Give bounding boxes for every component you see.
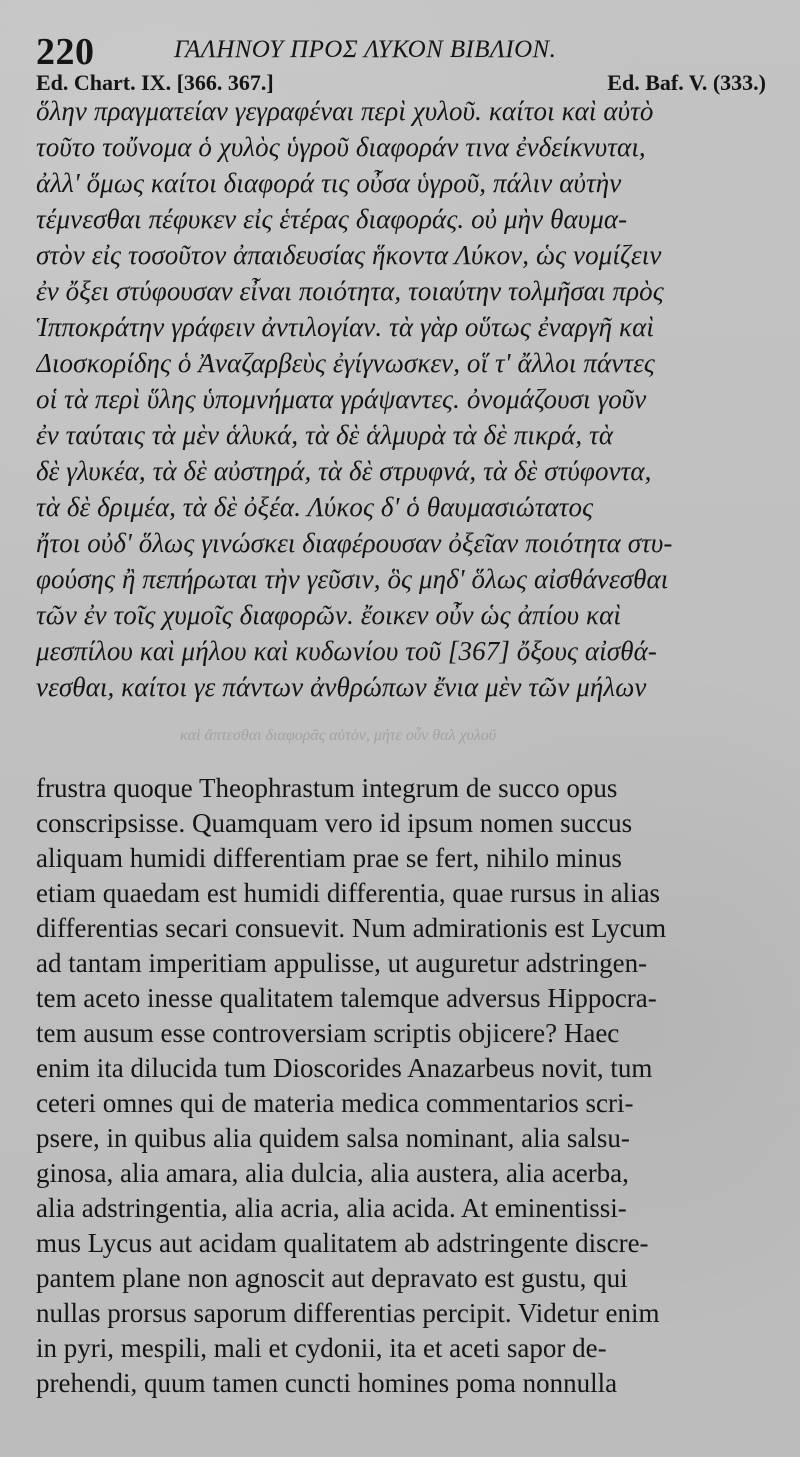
greek-line-1: ὅλην πραγματείαν γεγραφέναι περὶ χυλοῦ. καίτοι καὶ αὐτὸ: [36, 98, 654, 126]
greek-line-7: Ἱπποκράτην γράφειν ἀντιλογίαν. τὰ γὰρ οὕτως ἐναργῆ καὶ: [36, 314, 654, 342]
left-edition-reference: Ed. Chart. IX. [366. 367.]: [36, 70, 274, 95]
latin-text-block: [36, 775, 766, 1425]
latin-line-18: prehendi, quum tamen cuncti homines poma nonnulla: [36, 1370, 618, 1398]
greek-line-15: τῶν ἐν τοῖς χυμοῖς διαφορῶν. ἔοικεν οὖν ὡς ἀπίου καὶ: [36, 602, 621, 630]
greek-line-8: Διοσκορίδης ὁ Ἀναζαρβεὺς ἐγίγνωσκεν, οἵ τ' ἄλλοι πάντες: [36, 350, 655, 378]
greek-line-12: τὰ δὲ δριμέα, τὰ δὲ ὀξέα. Λύκος δ' ὁ θαυμασιώτατος: [36, 494, 594, 522]
latin-line-15: pantem plane non agnoscit aut depravato est gustu, qui: [36, 1265, 628, 1293]
greek-line-10: ἐν ταύταις τὰ μὲν ἁλυκά, τὰ δὲ ἁλμυρὰ τὰ δὲ πικρά, τὰ: [36, 422, 614, 450]
greek-line-13: ἤτοι οὐδ' ὅλως γινώσκει διαφέρουσαν ὀξεῖαν ποιότητα στυ-: [36, 530, 673, 558]
latin-line-4: etiam quaedam est humidi differentia, quae rursus in alias: [36, 880, 661, 908]
latin-line-7: tem aceto inesse qualitatem talemque adversus Hippocra-: [36, 985, 657, 1013]
latin-line-6: ad tantam imperitiam appulisse, ut auguretur adstringen-: [36, 950, 648, 978]
edition-references: [36, 72, 766, 100]
latin-line-16: nullas prorsus saporum differentias percipit. Videtur enim: [36, 1300, 660, 1328]
bleed-through-text: καὶ ἄπτεσθαι διαφορᾶς αὐτὸν, μήτε οὖν θαλ χυλοῦ: [180, 727, 497, 744]
latin-line-11: psere, in quibus alia quidem salsa nominant, alia salsu-: [36, 1125, 630, 1153]
latin-line-9: enim ita dilucida tum Dioscorides Anazarbeus novit, tum: [36, 1055, 653, 1083]
latin-line-12: ginosa, alia amara, alia dulcia, alia austera, alia acerba,: [36, 1160, 629, 1188]
greek-line-3: ἀλλ' ὅμως καίτοι διαφορά τις οὖσα ὑγροῦ, πάλιν αὐτὴν: [36, 170, 622, 198]
greek-line-16: μεσπίλου καὶ μήλου καὶ κυδωνίου τοῦ [367] ὄξους αἰσθά-: [36, 638, 657, 666]
greek-line-2: τοῦτο τοὔνομα ὁ χυλὸς ὑγροῦ διαφοράν τινα ἐνδείκνυται,: [36, 134, 646, 162]
page-number: 220: [36, 31, 95, 73]
right-edition-reference: Ed. Baf. V. (333.): [607, 70, 766, 95]
greek-line-6: ἐν ὄξει στύφουσαν εἶναι ποιότητα, τοιαύτην τολμῆσαι πρὸς: [36, 278, 664, 306]
latin-line-2: conscripsisse. Quamquam vero id ipsum nomen succus: [36, 810, 633, 838]
latin-line-8: tem ausum esse controversiam scriptis objicere? Haec: [36, 1020, 620, 1048]
greek-line-9: οἱ τὰ περὶ ὕλης ὑπομνήματα γράψαντες. ὀνομάζουσι γοῦν: [36, 386, 647, 414]
latin-line-5: differentias secari consuevit. Num admirationis est Lycum: [36, 915, 667, 943]
latin-line-17: in pyri, mespili, mali et cydonii, ita et aceti sapor de-: [36, 1335, 607, 1363]
latin-line-1: frustra quoque Theophrastum integrum de succo opus: [36, 775, 618, 803]
greek-line-11: δὲ γλυκέα, τὰ δὲ αὐστηρά, τὰ δὲ στρυφνά, τὰ δὲ στύφοντα,: [36, 458, 652, 486]
latin-line-10: ceteri omnes qui de materia medica commentarios scri-: [36, 1090, 634, 1118]
greek-line-5: στὸν εἰς τοσοῦτον ἀπαιδευσίας ἥκοντα Λύκον, ὡς νομίζειν: [36, 242, 662, 270]
greek-line-4: τέμνεσθαι πέφυκεν εἰς ἑτέρας διαφοράς. οὐ μὴν θαυμα-: [36, 206, 628, 234]
greek-line-14: φούσης ἢ πεπήρωται τὴν γεῦσιν, ὃς μηδ' ὅλως αἰσθάνεσθαι: [36, 566, 669, 594]
page-header: [36, 33, 766, 73]
running-head: ΓΑΛΗΝΟΥ ΠΡΟΣ ΛΥΚΟΝ ΒΙΒΛΙΟΝ.: [174, 36, 557, 63]
latin-line-3: aliquam humidi differentiam prae se fert, nihilo minus: [36, 845, 622, 873]
greek-line-17: νεσθαι, καίτοι γε πάντων ἀνθρώπων ἔνια μὲν τῶν μήλων: [36, 674, 647, 702]
latin-line-13: alia adstringentia, alia acria, alia acida. At eminentissi-: [36, 1195, 627, 1223]
greek-text-block: [36, 98, 766, 718]
latin-line-14: mus Lycus aut acidam qualitatem ab adstringente discre-: [36, 1230, 649, 1258]
